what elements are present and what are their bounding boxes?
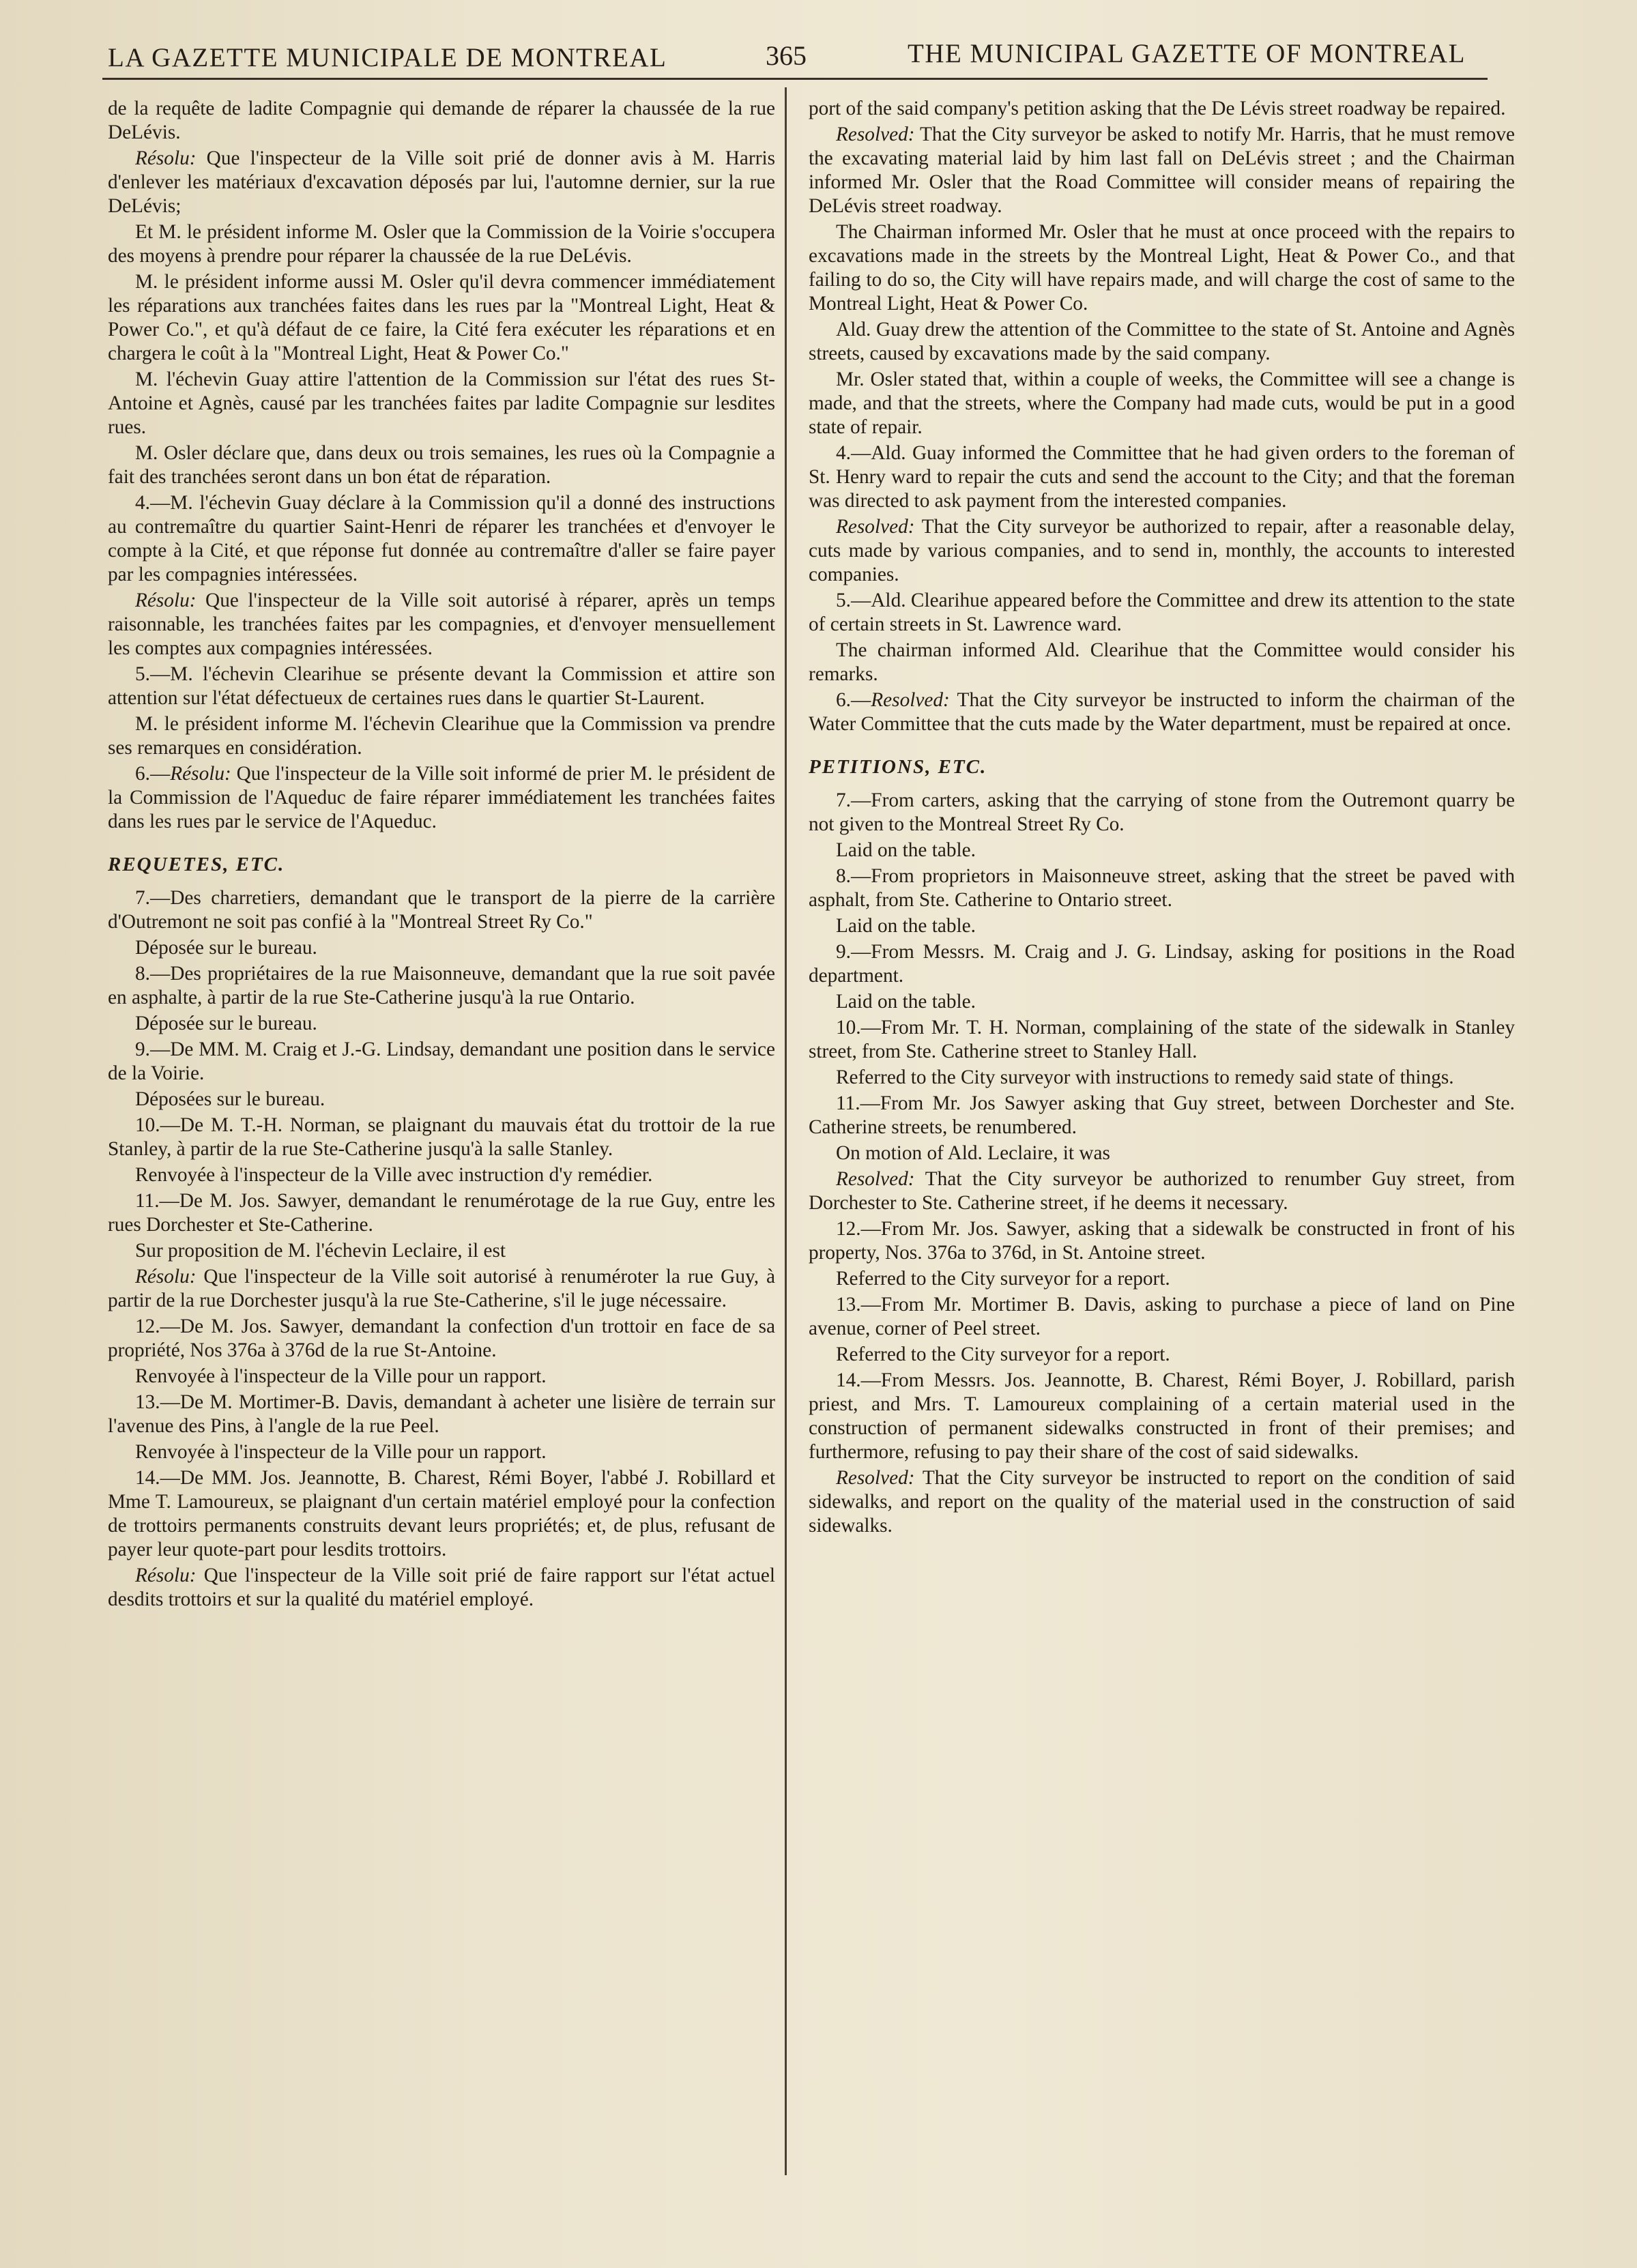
page-number: 365 xyxy=(766,40,807,71)
paragraph: 9.—De MM. M. Craig et J.-G. Lindsay, demandant une position dans le service de la Voirie. xyxy=(108,1038,775,1084)
paragraph: M. Osler déclare que, dans deux ou trois semaines, les rues où la Compagnie a fait des tranchées seront dans un bon état de réparation. xyxy=(108,442,775,488)
paragraph: M. le président informe aussi M. Osler qu'il devra commencer immédiatement les réparations aux tranchées faites dans les rues par la "Montreal Light, Heat & Power Co.", et qu'à défaut de ce faire, la Cité fera exécuter les réparations et en chargera le coût à la "Montreal Light, Heat & Power Co." xyxy=(108,271,775,364)
paragraph: Et M. le président informe M. Osler que la Commission de la Voirie s'occupera des moyens à prendre pour réparer la chaussée de la rue DeLévis. xyxy=(108,221,775,267)
column-divider xyxy=(785,87,787,2175)
paragraph: Laid on the table. xyxy=(836,991,976,1013)
paragraph: 6.—Résolu: Que l'inspecteur de la Ville soit informé de prier M. le président de la Commission de l'Aqueduc de faire réparer immédiatement les tranchées faites dans les rues par le service de l'Aqueduc. xyxy=(108,763,775,832)
section-heading: REQUETES, ETC. xyxy=(108,854,285,875)
paragraph: Résolu: Que l'inspecteur de la Ville soit prié de donner avis à M. Harris d'enlever les matériaux d'excavation déposés par lui, l'automne dernier, sur la rue DeLévis; xyxy=(108,147,775,217)
paragraph: de la requête de ladite Compagnie qui demande de réparer la chaussée de la rue DeLévis. xyxy=(108,98,775,143)
paragraph: 13.—De M. Mortimer-B. Davis, demandant à acheter une lisière de terrain sur l'avenue des Pins, à l'angle de la rue Peel. xyxy=(108,1391,775,1437)
paragraph: Resolved: That the City surveyor be instructed to report on the condition of said sidewalks, and report on the quality of the material used in the construction of said sidewalks. xyxy=(809,1467,1515,1537)
paragraph: Resolved: That the City surveyor be authorized to renumber Guy street, from Dorchester to Ste. Catherine street, if he deems it necessary. xyxy=(809,1168,1515,1214)
paragraph: 7.—From carters, asking that the carrying of stone from the Outremont quarry be not given to the Montreal Street Ry Co. xyxy=(809,789,1515,835)
paragraph: Ald. Guay drew the attention of the Committee to the state of St. Antoine and Agnès streets, caused by excavations made by the said company. xyxy=(809,319,1515,364)
paragraph: Referred to the City surveyor for a report. xyxy=(836,1268,1170,1290)
paragraph: 7.—Des charretiers, demandant que le transport de la pierre de la carrière d'Outremont ne soit pas confié à la "Montreal Street Ry Co." xyxy=(108,887,775,933)
paragraph: 10.—From Mr. T. H. Norman, complaining of the state of the sidewalk in Stanley street, from Ste. Catherine street to Stanley Hall. xyxy=(809,1017,1515,1062)
paragraph: Déposée sur le bureau. xyxy=(135,937,317,959)
paragraph: M. le président informe M. l'échevin Clearihue que la Commission va prendre ses remarques en considération. xyxy=(108,713,775,759)
paragraph: Déposées sur le bureau. xyxy=(135,1088,325,1110)
paragraph: Mr. Osler stated that, within a couple of weeks, the Committee will see a change is made, and that the streets, where the Company had made cuts, would be put in a good state of repair. xyxy=(809,368,1515,438)
page-header xyxy=(102,30,1488,78)
paragraph: Referred to the City surveyor for a report. xyxy=(836,1343,1170,1365)
paragraph: Résolu: Que l'inspecteur de la Ville soit autorisé à réparer, après un temps raisonnable, les tranchées faites par les compagnies, et d'envoyer mensuellement les comptes aux compagnies intéressées. xyxy=(108,590,775,659)
paragraph: Resolved: That the City surveyor be asked to notify Mr. Harris, that he must remove the excavating material laid by him last fall on DeLévis street ; and the Chairman informed Mr. Osler that the Road Committee will consider means of repairing the DeLévis street roadway. xyxy=(809,123,1515,217)
paragraph: Résolu: Que l'inspecteur de la Ville soit prié de faire rapport sur l'état actuel desdits trottoirs et sur la qualité du matériel employé. xyxy=(108,1565,775,1610)
paragraph: On motion of Ald. Leclaire, it was xyxy=(836,1142,1110,1164)
paragraph: Renvoyée à l'inspecteur de la Ville pour un rapport. xyxy=(135,1441,547,1463)
paragraph: 10.—De M. T.-H. Norman, se plaignant du mauvais état du trottoir de la rue Stanley, à partir de la rue Ste-Catherine jusqu'à la salle Stanley. xyxy=(108,1114,775,1160)
paragraph: Sur proposition de M. l'échevin Leclaire, il est xyxy=(135,1240,506,1262)
paragraph: 14.—From Messrs. Jos. Jeannotte, B. Charest, Rémi Boyer, J. Robillard, parish priest, and Mrs. T. Lamoureux complaining of a certain material used in the construction of permanent sidewalks constructed in front of their premises; and furthermore, refusing to pay their share of the cost of said sidewalks. xyxy=(809,1369,1515,1463)
paragraph: 12.—From Mr. Jos. Sawyer, asking that a sidewalk be constructed in front of his property, Nos. 376a to 376d, in St. Antoine street. xyxy=(809,1218,1515,1264)
paragraph: 4.—Ald. Guay informed the Committee that he had given orders to the foreman of St. Henry ward to repair the cuts and send the account to the City; and that the foreman was directed to ask payment from the interested companies. xyxy=(809,442,1515,512)
paragraph: Renvoyée à l'inspecteur de la Ville avec instruction d'y remédier. xyxy=(135,1164,653,1186)
paragraph: Résolu: Que l'inspecteur de la Ville soit autorisé à renuméroter la rue Guy, à partir de la rue Dorchester jusqu'à la rue Ste-Catherine, s'il le juge nécessaire. xyxy=(108,1266,775,1311)
paragraph: The Chairman informed Mr. Osler that he must at once proceed with the repairs to excavations made in the streets by the Montreal Light, Heat & Power Co., and that failing to do so, the City will have repairs made, and will charge the cost of same to the Montreal Light, Heat & Power Co. xyxy=(809,221,1515,315)
paragraph: Resolved: That the City surveyor be authorized to repair, after a reasonable delay, cuts made by various companies, and to send in, monthly, the accounts to interested companies. xyxy=(809,516,1515,585)
paragraph: 11.—De M. Jos. Sawyer, demandant le renumérotage de la rue Guy, entre les rues Dorchester et Ste-Catherine. xyxy=(108,1190,775,1236)
paragraph: 8.—From proprietors in Maisonneuve street, asking that the street be paved with asphalt, from Ste. Catherine to Ontario street. xyxy=(809,865,1515,911)
paragraph: 9.—From Messrs. M. Craig and J. G. Lindsay, asking for positions in the Road department. xyxy=(809,941,1515,987)
paragraph: The chairman informed Ald. Clearihue that the Committee would consider his remarks. xyxy=(809,639,1515,685)
paragraph: M. l'échevin Guay attire l'attention de la Commission sur l'état des rues St-Antoine et Agnès, causé par les tranchées faites par ladite Compagnie sur lesdites rues. xyxy=(108,368,775,438)
paragraph: 6.—Resolved: That the City surveyor be instructed to inform the chairman of the Water Committee that the cuts made by the Water department, must be repaired at once. xyxy=(809,689,1515,735)
header-english-title: THE MUNICIPAL GAZETTE OF MONTREAL xyxy=(908,39,1466,68)
paragraph: Déposée sur le bureau. xyxy=(135,1013,317,1034)
french-column xyxy=(108,97,775,1614)
section-heading: PETITIONS, ETC. xyxy=(809,756,987,778)
paragraph: 8.—Des propriétaires de la rue Maisonneuve, demandant que la rue soit pavée en asphalte, à partir de la rue Ste-Catherine jusqu'à la rue Ontario. xyxy=(108,963,775,1008)
header-rule xyxy=(102,78,1488,80)
paragraph: 12.—De M. Jos. Sawyer, demandant la confection d'un trottoir en face de sa propriété, Nos 376a à 376d de la rue St-Antoine. xyxy=(108,1315,775,1361)
paragraph: Renvoyée à l'inspecteur de la Ville pour un rapport. xyxy=(135,1365,547,1387)
paragraph: 5.—M. l'échevin Clearihue se présente devant la Commission et attire son attention sur l'état défectueux de certaines rues dans le quartier St-Laurent. xyxy=(108,663,775,709)
paragraph: Referred to the City surveyor with instructions to remedy said state of things. xyxy=(836,1066,1454,1088)
paragraph: port of the said company's petition asking that the De Lévis street roadway be repaired. xyxy=(809,98,1506,119)
paragraph: 13.—From Mr. Mortimer B. Davis, asking to purchase a piece of land on Pine avenue, corner of Peel street. xyxy=(809,1294,1515,1339)
paragraph: 11.—From Mr. Jos Sawyer asking that Guy street, between Dorchester and Ste. Catherine streets, be renumbered. xyxy=(809,1092,1515,1138)
english-column xyxy=(809,97,1515,1540)
header-french-title: LA GAZETTE MUNICIPALE DE MONTREAL xyxy=(108,43,667,72)
paragraph: Laid on the table. xyxy=(836,839,976,861)
paragraph: 4.—M. l'échevin Guay déclare à la Commission qu'il a donné des instructions au contremaître du quartier Saint-Henri de réparer les tranchées et d'envoyer le compte à la Cité, et que réponse fut donnée au contremaître d'aller se faire payer par les compagnies intéressées. xyxy=(108,492,775,585)
paragraph: Laid on the table. xyxy=(836,915,976,937)
paragraph: 14.—De MM. Jos. Jeannotte, B. Charest, Rémi Boyer, l'abbé J. Robillard et Mme T. Lamoureux, se plaignant d'un certain matériel employé pour la confection de trottoirs permanents construits devant leurs propriétés; et, de plus, refusant de payer leur quote-part pour lesdits trottoirs. xyxy=(108,1467,775,1560)
paragraph: 5.—Ald. Clearihue appeared before the Committee and drew its attention to the state of certain streets in St. Lawrence ward. xyxy=(809,590,1515,635)
